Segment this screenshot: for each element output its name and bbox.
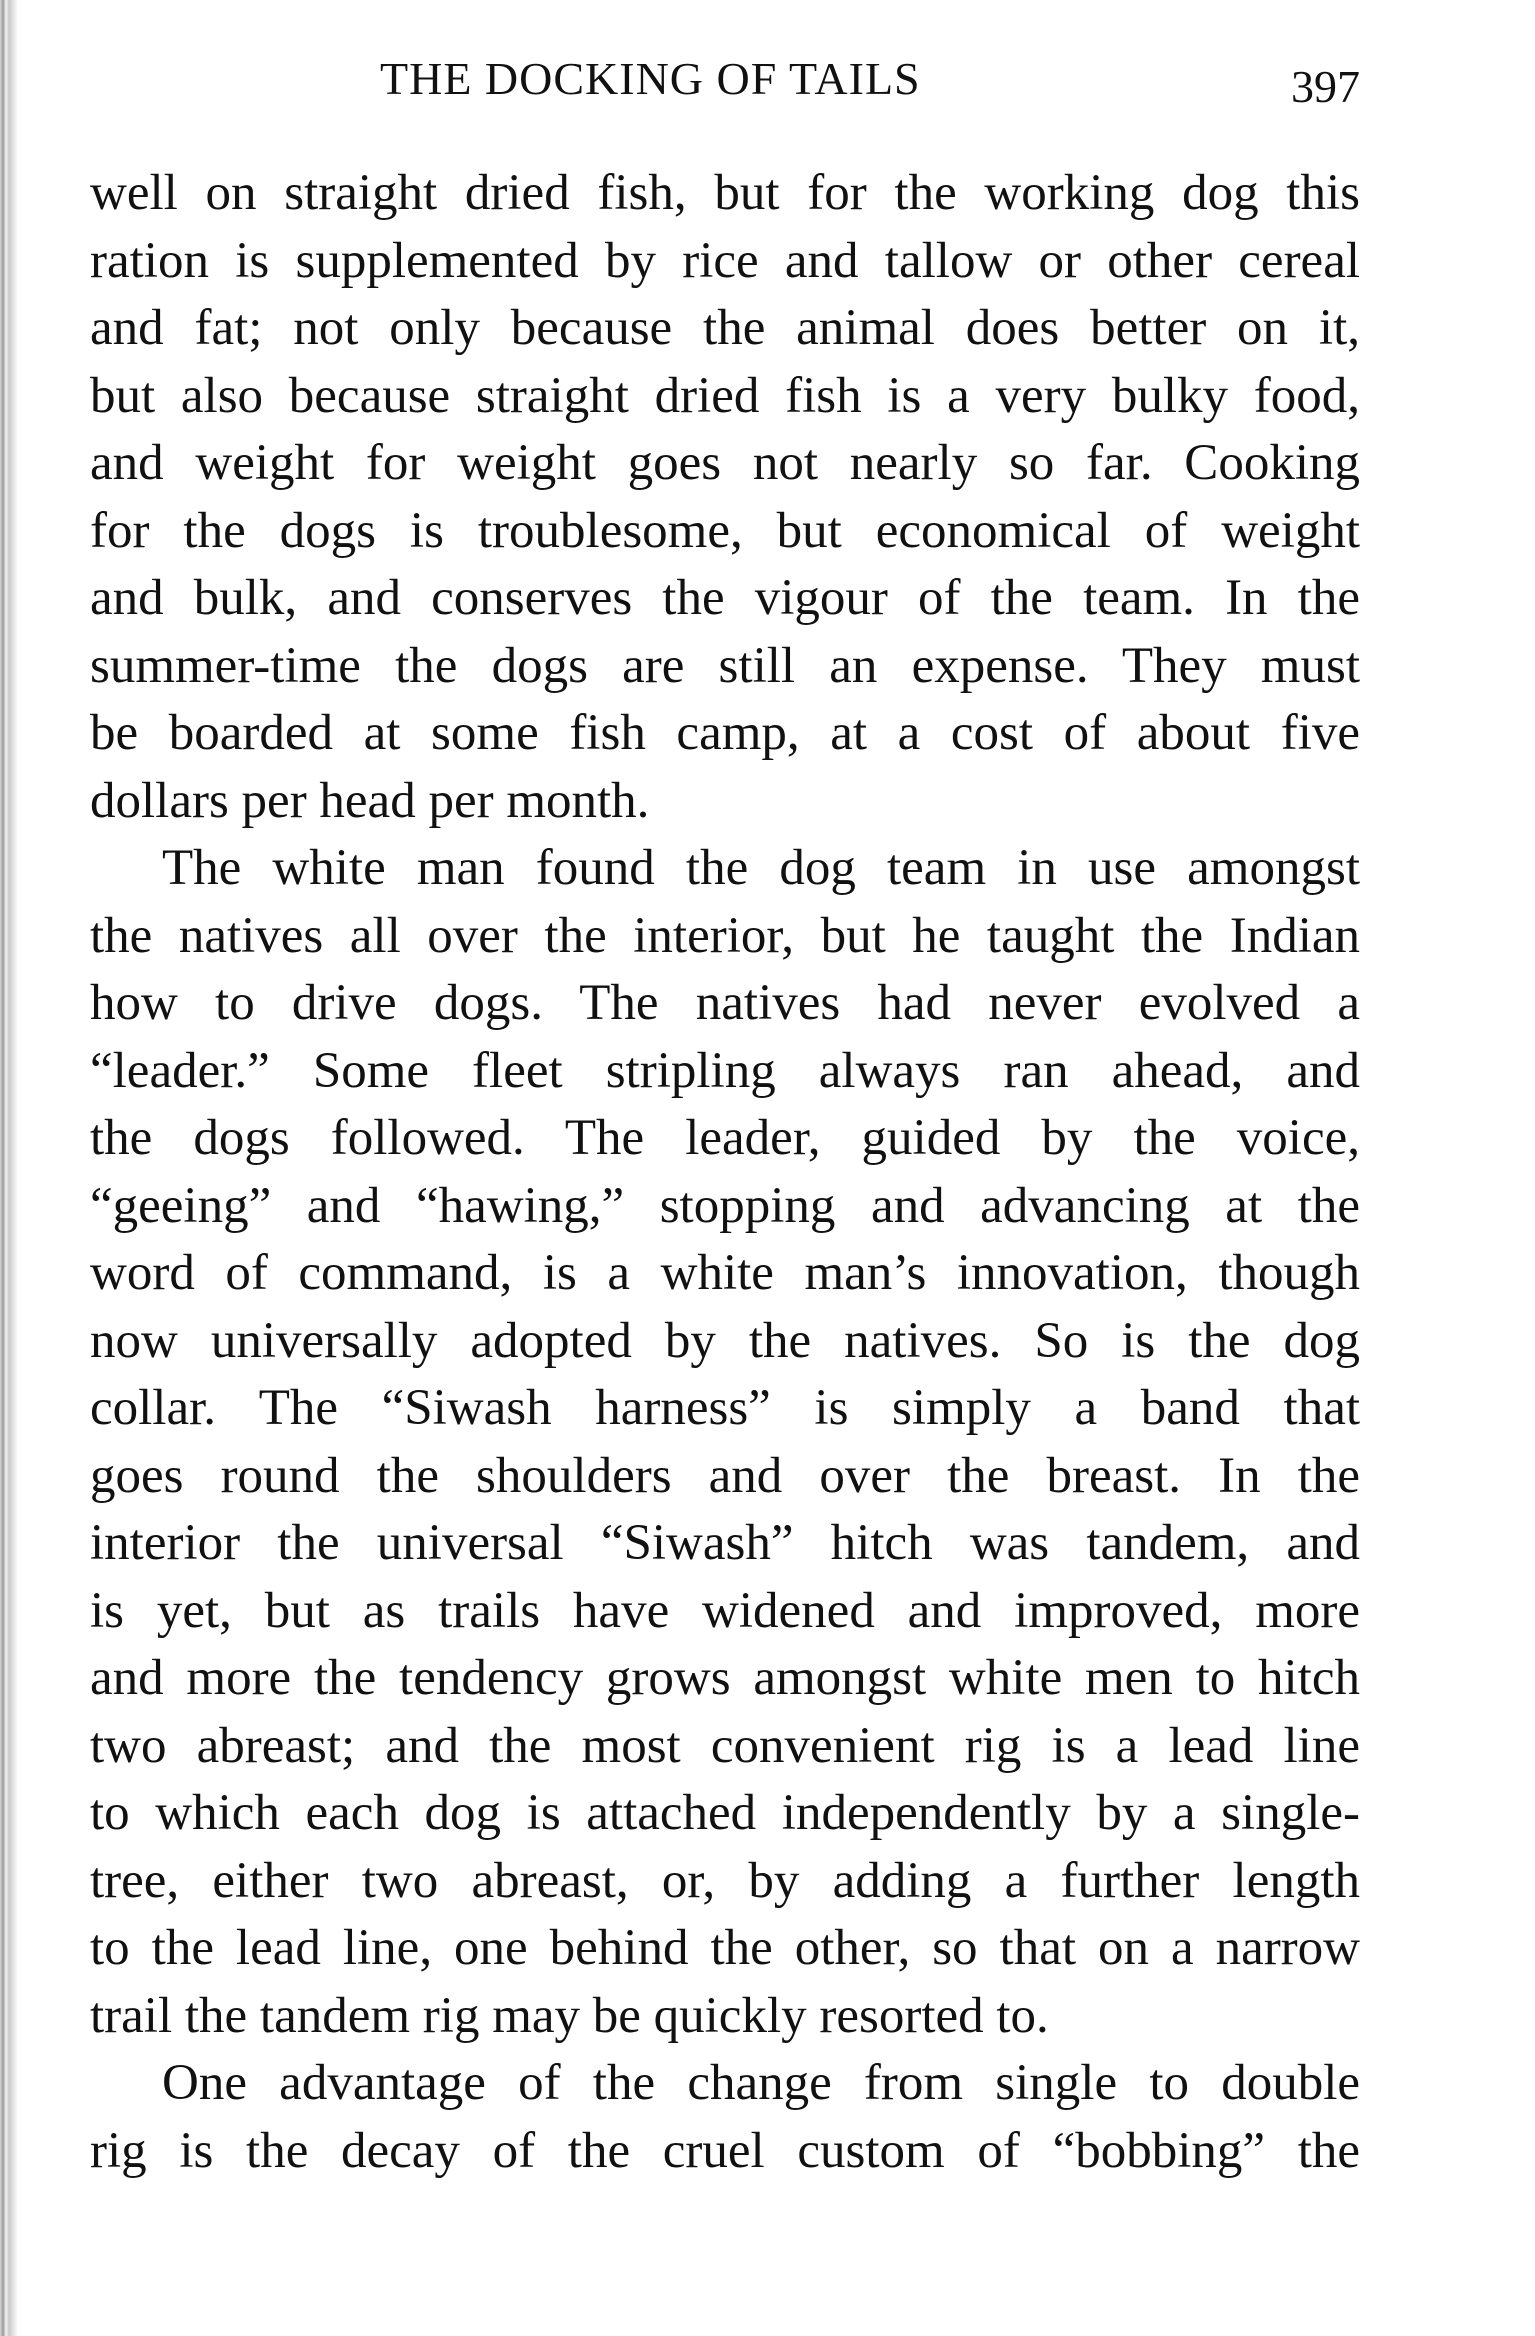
body-text: [90, 160, 1360, 2185]
text-line: is yet, but as trails have widened and improved, more: [90, 1582, 1360, 1639]
text-line: interior the universal “Siwash” hitch was tandem, and: [90, 1515, 1360, 1571]
text-line: summer-time the dogs are still an expense. They must: [90, 637, 1360, 694]
running-head: [90, 52, 1360, 122]
text-line: rig is the decay of the cruel custom of “bobbing” the: [90, 2122, 1360, 2179]
text-line: to which each dog is attached independently by a single-: [90, 1785, 1360, 1841]
text-line: two abreast; and the most convenient rig is a lead line: [90, 1717, 1360, 1774]
running-title: THE DOCKING OF TAILS: [380, 53, 921, 104]
text-line: tree, either two abreast, or, by adding a further length: [90, 1852, 1360, 1909]
text-line-paragraph-end: dollars per head per month.: [90, 772, 650, 829]
text-line: and bulk, and conserves the vigour of the team. In the: [90, 570, 1360, 626]
text-line: be boarded at some fish camp, at a cost of about five: [90, 705, 1360, 761]
text-line: now universally adopted by the natives. So is the dog: [90, 1312, 1360, 1369]
text-line-paragraph-start: One advantage of the change from single to double: [162, 2055, 1360, 2111]
text-line: the dogs followed. The leader, guided by the voice,: [90, 1110, 1360, 1166]
text-line: how to drive dogs. The natives had never evolved a: [90, 975, 1360, 1031]
text-line-paragraph-end: trail the tandem rig may be quickly resorted to.: [90, 1987, 1049, 2044]
text-line: for the dogs is troublesome, but economical of weight: [90, 502, 1360, 559]
text-line: “leader.” Some fleet stripling always ran ahead, and: [90, 1042, 1360, 1099]
page-number: 397: [1291, 61, 1360, 112]
text-line-paragraph-start: The white man found the dog team in use amongst: [162, 840, 1360, 896]
text-line: word of command, is a white man’s innovation, though: [90, 1245, 1360, 1301]
text-line: goes round the shoulders and over the breast. In the: [90, 1447, 1360, 1504]
text-line: well on straight dried fish, but for the working dog this: [90, 165, 1360, 221]
text-line: ration is supplemented by rice and tallow or other cereal: [90, 232, 1360, 289]
text-line: “geeing” and “hawing,” stopping and advancing at the: [90, 1177, 1360, 1234]
text-line: the natives all over the interior, but he taught the Indian: [90, 907, 1360, 964]
text-line: but also because straight dried fish is a very bulky food,: [90, 367, 1360, 424]
page-edge-shadow: [0, 0, 22, 2336]
text-line: collar. The “Siwash harness” is simply a band that: [90, 1380, 1360, 1436]
text-line: and fat; not only because the animal does better on it,: [90, 300, 1360, 356]
text-line: to the lead line, one behind the other, so that on a narrow: [90, 1920, 1360, 1976]
text-line: and more the tendency grows amongst white men to hitch: [90, 1650, 1360, 1706]
text-line: and weight for weight goes not nearly so far. Cooking: [90, 435, 1360, 491]
